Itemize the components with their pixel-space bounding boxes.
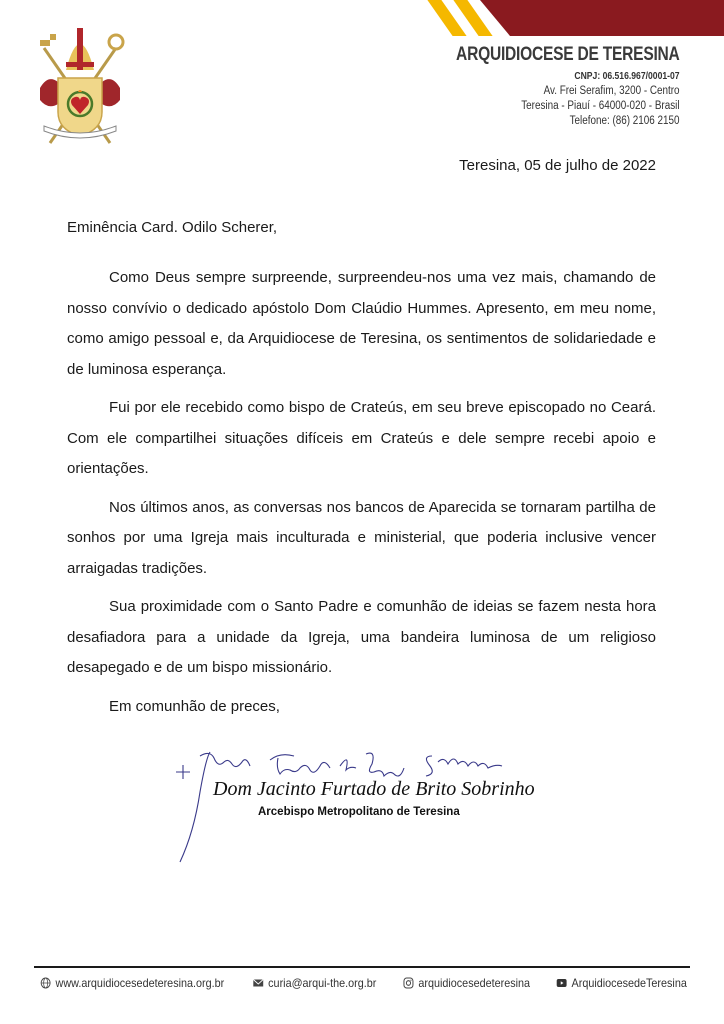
email-text: curia@arqui-the.org.br: [268, 976, 377, 990]
paragraph: Fui por ele recebido como bispo de Crateús, em seu breve episcopado no Ceará. Com ele compartilhei situações difíceis em Crateús e dele sempre recebi apoio e orientações.: [67, 399, 656, 477]
website-text: www.arquidiocesedeteresina.org.br: [55, 976, 225, 990]
signer-name: Dom Jacinto Furtado de Brito Sobrinho: [213, 778, 535, 800]
footer-divider: [34, 966, 690, 968]
youtube-icon: [556, 977, 567, 989]
paragraph: Como Deus sempre surpreende, surpreendeu-nos uma vez mais, chamando de nosso convívio o dedicado apóstolo Dom Claúdio Hummes. Apresento, em meu nome, como amigo pessoal e, da Arquidiocese de Teresina, os sentimentos de solidariedade e de luminosa esperança.: [67, 269, 656, 378]
letter-date: Teresina, 05 de julho de 2022: [459, 157, 656, 174]
letter-body: [67, 263, 656, 730]
footer-instagram[interactable]: [403, 976, 530, 990]
footer-youtube[interactable]: [556, 976, 687, 990]
letter-closing: Em comunhão de preces,: [109, 697, 280, 715]
paragraph: Nos últimos anos, as conversas nos bancos de Aparecida se tornaram partilha de sonhos por uma Igreja mais inculturada e ministerial, que poderia inclusive vencer arraigadas tradições.: [67, 498, 656, 577]
signer-title: Arcebispo Metropolitano de Teresina: [258, 806, 460, 818]
letter-salutation: Eminência Card. Odilo Scherer,: [67, 219, 278, 236]
org-name: ARQUIDIOCESE DE TERESINA: [456, 44, 680, 65]
org-cnpj: CNPJ: 06.516.967/0001-07: [574, 71, 680, 82]
red-band: [480, 0, 724, 36]
instagram-text: arquidiocesedeteresina: [418, 976, 530, 990]
footer-website[interactable]: [40, 976, 224, 990]
org-phone: Telefone: (86) 2106 2150: [570, 115, 680, 127]
letterhead-info: [407, 44, 680, 129]
footer-email[interactable]: [253, 976, 377, 990]
footer-contacts: [30, 976, 694, 990]
org-address-line2: Teresina - Piauí - 64000-020 - Brasil: [521, 100, 680, 112]
instagram-icon: [403, 977, 414, 989]
youtube-text: ArquidiocesedeTeresina: [571, 976, 687, 990]
coat-of-arms-logo: [30, 18, 130, 148]
envelope-icon: [253, 977, 264, 989]
paragraph: Sua proximidade com o Santo Padre e comunhão de ideias se fazem nesta hora desafiadora para a unidade da Igreja, uma bandeira luminosa de um religioso desapegado e de um bispo missionário.: [67, 598, 656, 676]
org-address-line1: Av. Frei Serafim, 3200 - Centro: [544, 85, 680, 97]
globe-icon: [40, 977, 51, 989]
